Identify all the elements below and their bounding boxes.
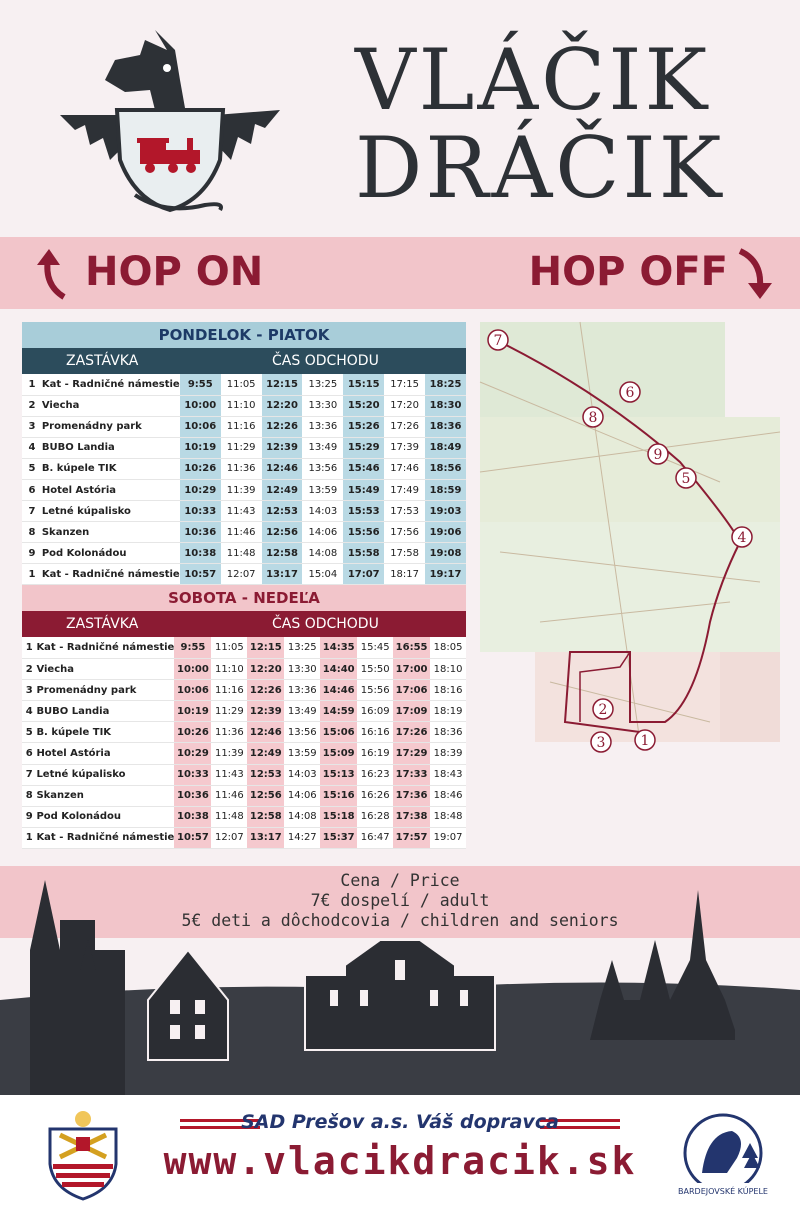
departure-time: 14:06 [284, 785, 320, 806]
departure-time: 11:43 [211, 764, 247, 785]
departure-time: 16:55 [393, 637, 430, 658]
departure-time: 17:38 [393, 806, 430, 827]
map-stop-number: 8 [588, 410, 598, 426]
departure-time: 15:58 [343, 543, 384, 564]
weekend-table [22, 637, 466, 848]
departure-time: 15:26 [343, 416, 384, 437]
stop-number: 1 [22, 637, 36, 658]
departure-time: 13:30 [284, 659, 320, 680]
departure-time: 11:36 [211, 722, 247, 743]
departure-time: 10:38 [180, 543, 221, 564]
departure-time: 10:57 [180, 564, 221, 585]
departure-time: 10:33 [180, 501, 221, 522]
departure-time: 18:30 [425, 395, 466, 416]
town-skyline-silhouette [0, 880, 800, 1100]
table-row [22, 374, 466, 395]
departure-time: 19:17 [425, 564, 466, 585]
stop-column-label: ZASTÁVKA [66, 353, 139, 369]
departure-time: 17:39 [384, 437, 425, 458]
departure-time: 13:56 [302, 458, 343, 479]
stop-number: 8 [22, 522, 42, 543]
table-row [22, 543, 466, 564]
stop-name: B. kúpele TIK [36, 722, 174, 743]
departure-time: 17:58 [384, 543, 425, 564]
departure-time: 11:05 [211, 637, 247, 658]
departure-time: 15:46 [343, 458, 384, 479]
departure-time: 14:06 [302, 522, 343, 543]
departure-time: 16:26 [357, 785, 393, 806]
table-row [22, 479, 466, 500]
stop-name: Letné kúpalisko [36, 764, 174, 785]
footer [0, 1095, 800, 1215]
stop-name: Pod Kolonádou [42, 543, 180, 564]
departure-time: 11:43 [221, 501, 262, 522]
weekday-title: PONDELOK - PIATOK [22, 322, 466, 348]
departure-time: 12:53 [262, 501, 303, 522]
table-row [22, 659, 466, 680]
departure-time: 14:46 [320, 680, 357, 701]
stop-name: Kat - Radničné námestie [36, 637, 174, 658]
departure-time: 15:13 [320, 764, 357, 785]
stop-number: 1 [22, 827, 36, 848]
departure-time: 13:30 [302, 395, 343, 416]
stop-name: BUBO Landia [42, 437, 180, 458]
departure-time: 12:56 [262, 522, 303, 543]
departure-time: 12:15 [262, 374, 303, 395]
stop-number: 2 [22, 395, 42, 416]
table-row [22, 395, 466, 416]
departure-time: 15:37 [320, 827, 357, 848]
departure-time: 17:29 [393, 743, 430, 764]
time-column-label: ČAS ODCHODU [272, 353, 379, 369]
departure-time: 13:17 [247, 827, 284, 848]
stop-name: Kat - Radničné námestie [42, 564, 180, 585]
departure-time: 15:20 [343, 395, 384, 416]
departure-time: 16:28 [357, 806, 393, 827]
departure-time: 12:53 [247, 764, 284, 785]
departure-time: 17:15 [384, 374, 425, 395]
table-row [22, 743, 466, 764]
departure-time: 10:06 [174, 680, 211, 701]
table-row [22, 458, 466, 479]
departure-time: 12:07 [211, 827, 247, 848]
departure-time: 10:26 [174, 722, 211, 743]
departure-time: 17:20 [384, 395, 425, 416]
table-row [22, 501, 466, 522]
departure-time: 11:48 [211, 806, 247, 827]
departure-time: 15:04 [302, 564, 343, 585]
departure-time: 11:46 [221, 522, 262, 543]
departure-time: 15:16 [320, 785, 357, 806]
departure-time: 10:00 [174, 659, 211, 680]
departure-time: 18:49 [425, 437, 466, 458]
map-stop-number: 9 [653, 447, 663, 463]
departure-time: 12:26 [247, 680, 284, 701]
stop-name: Kat - Radničné námestie [42, 374, 180, 395]
weekday-column-header [22, 348, 466, 374]
departure-time: 10:06 [180, 416, 221, 437]
departure-time: 17:26 [384, 416, 425, 437]
table-row [22, 764, 466, 785]
weekend-column-header [22, 611, 466, 637]
departure-time: 18:17 [384, 564, 425, 585]
table-row [22, 806, 466, 827]
departure-time: 12:07 [221, 564, 262, 585]
table-row [22, 827, 466, 848]
departure-time: 17:33 [393, 764, 430, 785]
departure-time: 16:19 [357, 743, 393, 764]
title-line-1: VLÁČIK [355, 31, 711, 129]
departure-time: 13:36 [284, 680, 320, 701]
stop-name: Skanzen [36, 785, 174, 806]
stop-number: 7 [22, 501, 42, 522]
departure-time: 15:09 [320, 743, 357, 764]
departure-time: 13:59 [284, 743, 320, 764]
departure-time: 17:06 [393, 680, 430, 701]
departure-time: 15:06 [320, 722, 357, 743]
departure-time: 11:48 [221, 543, 262, 564]
table-row [22, 722, 466, 743]
departure-time: 18:46 [430, 785, 466, 806]
departure-time: 18:05 [430, 637, 466, 658]
table-row [22, 701, 466, 722]
departure-time: 14:40 [320, 659, 357, 680]
departure-time: 12:20 [262, 395, 303, 416]
stop-number: 3 [22, 416, 42, 437]
timetables [22, 322, 466, 849]
stop-number: 5 [22, 458, 42, 479]
page-title [355, 31, 725, 217]
departure-time: 12:39 [247, 701, 284, 722]
departure-time: 18:43 [430, 764, 466, 785]
departure-time: 13:49 [284, 701, 320, 722]
operator-banner [180, 1111, 620, 1137]
map-stop-number: 5 [681, 471, 691, 487]
stop-name: Kat - Radničné námestie [36, 827, 174, 848]
departure-time: 14:35 [320, 637, 357, 658]
map-stop-number: 6 [625, 385, 635, 401]
departure-time: 14:08 [284, 806, 320, 827]
departure-time: 15:50 [357, 659, 393, 680]
departure-time: 11:16 [221, 416, 262, 437]
departure-time: 17:36 [393, 785, 430, 806]
weekday-table [22, 374, 466, 585]
departure-time: 11:16 [211, 680, 247, 701]
stop-number: 1 [22, 564, 42, 585]
stop-column-label: ZASTÁVKA [66, 616, 139, 633]
departure-time: 9:55 [180, 374, 221, 395]
map-stop-number: 4 [737, 530, 747, 546]
departure-time: 18:36 [430, 722, 466, 743]
departure-time: 15:45 [357, 637, 393, 658]
departure-time: 19:06 [425, 522, 466, 543]
departure-time: 13:49 [302, 437, 343, 458]
departure-time: 13:36 [302, 416, 343, 437]
map-stop-number: 3 [596, 735, 606, 751]
departure-time: 16:16 [357, 722, 393, 743]
departure-time: 14:03 [302, 501, 343, 522]
departure-time: 17:56 [384, 522, 425, 543]
departure-time: 11:46 [211, 785, 247, 806]
departure-time: 19:03 [425, 501, 466, 522]
departure-time: 15:49 [343, 479, 384, 500]
departure-time: 17:00 [393, 659, 430, 680]
bardejovske-kupele-logo-icon [672, 1113, 774, 1199]
departure-time: 12:15 [247, 637, 284, 658]
departure-time: 15:29 [343, 437, 384, 458]
stop-number: 5 [22, 722, 36, 743]
departure-time: 10:36 [174, 785, 211, 806]
departure-time: 12:26 [262, 416, 303, 437]
departure-time: 12:46 [247, 722, 284, 743]
stop-name: Promenádny park [42, 416, 180, 437]
table-row [22, 564, 466, 585]
departure-time: 10:19 [174, 701, 211, 722]
operator-text: SAD Prešov a.s. Váš dopravca [241, 1111, 559, 1133]
departure-time: 10:19 [180, 437, 221, 458]
hop-off-label: HOP OFF [528, 249, 728, 295]
departure-time: 16:47 [357, 827, 393, 848]
departure-time: 12:56 [247, 785, 284, 806]
departure-time: 12:49 [262, 479, 303, 500]
departure-time: 18:39 [430, 743, 466, 764]
departure-time: 11:36 [221, 458, 262, 479]
map-stop-number: 7 [493, 333, 503, 349]
departure-time: 17:26 [393, 722, 430, 743]
stop-name: B. kúpele TIK [42, 458, 180, 479]
departure-time: 12:49 [247, 743, 284, 764]
departure-time: 18:19 [430, 701, 466, 722]
table-row [22, 637, 466, 658]
departure-time: 15:56 [343, 522, 384, 543]
departure-time: 17:53 [384, 501, 425, 522]
departure-time: 16:23 [357, 764, 393, 785]
departure-time: 10:57 [174, 827, 211, 848]
departure-time: 15:18 [320, 806, 357, 827]
price-title: Cena / Price [340, 871, 460, 890]
departure-time: 18:36 [425, 416, 466, 437]
departure-time: 18:10 [430, 659, 466, 680]
stop-name: Viecha [42, 395, 180, 416]
departure-time: 17:09 [393, 701, 430, 722]
departure-time: 10:29 [180, 479, 221, 500]
stop-number: 6 [22, 743, 36, 764]
departure-time: 12:58 [247, 806, 284, 827]
departure-time: 19:08 [425, 543, 466, 564]
departure-time: 14:59 [320, 701, 357, 722]
departure-time: 17:07 [343, 564, 384, 585]
route-map [480, 322, 780, 751]
departure-time: 18:59 [425, 479, 466, 500]
weekend-title: SOBOTA - NEDEĽA [22, 585, 466, 611]
departure-time: 13:25 [284, 637, 320, 658]
departure-time: 12:39 [262, 437, 303, 458]
departure-time: 17:49 [384, 479, 425, 500]
map-stop-number: 2 [598, 702, 608, 718]
stop-number: 9 [22, 806, 36, 827]
table-row [22, 416, 466, 437]
departure-time: 11:39 [221, 479, 262, 500]
table-row [22, 680, 466, 701]
title-line-2: DRÁČIK [355, 119, 725, 217]
departure-time: 16:09 [357, 701, 393, 722]
departure-time: 17:46 [384, 458, 425, 479]
stop-number: 4 [22, 437, 42, 458]
stop-name: Hotel Astória [42, 479, 180, 500]
departure-time: 10:00 [180, 395, 221, 416]
departure-time: 11:10 [221, 395, 262, 416]
departure-time: 11:39 [211, 743, 247, 764]
stop-number: 2 [22, 659, 36, 680]
departure-time: 19:07 [430, 827, 466, 848]
departure-time: 11:05 [221, 374, 262, 395]
departure-time: 10:26 [180, 458, 221, 479]
table-row [22, 785, 466, 806]
stop-name: BUBO Landia [36, 701, 174, 722]
stop-number: 3 [22, 680, 36, 701]
price-children: 5€ deti a dôchodcovia / children and seniors [181, 911, 619, 930]
table-row [22, 437, 466, 458]
stop-name: Promenádny park [36, 680, 174, 701]
header [0, 0, 800, 236]
departure-time: 18:25 [425, 374, 466, 395]
stop-number: 6 [22, 479, 42, 500]
map-stop-number: 1 [640, 733, 650, 749]
departure-time: 10:38 [174, 806, 211, 827]
departure-time: 12:58 [262, 543, 303, 564]
time-column-label: ČAS ODCHODU [272, 616, 379, 633]
departure-time: 17:57 [393, 827, 430, 848]
spa-label: BARDEJOVSKÉ KÚPELE [678, 1187, 768, 1196]
dragon-train-logo-icon [55, 20, 285, 220]
departure-time: 15:15 [343, 374, 384, 395]
departure-time: 11:10 [211, 659, 247, 680]
stop-number: 7 [22, 764, 36, 785]
stop-name: Letné kúpalisko [42, 501, 180, 522]
table-row [22, 522, 466, 543]
departure-time: 14:08 [302, 543, 343, 564]
departure-time: 15:56 [357, 680, 393, 701]
departure-time: 13:25 [302, 374, 343, 395]
stop-number: 1 [22, 374, 42, 395]
departure-time: 12:46 [262, 458, 303, 479]
departure-time: 14:27 [284, 827, 320, 848]
stop-name: Pod Kolonádou [36, 806, 174, 827]
stop-name: Viecha [36, 659, 174, 680]
departure-time: 13:59 [302, 479, 343, 500]
departure-time: 18:16 [430, 680, 466, 701]
departure-time: 10:29 [174, 743, 211, 764]
departure-time: 10:33 [174, 764, 211, 785]
stop-number: 8 [22, 785, 36, 806]
departure-time: 18:56 [425, 458, 466, 479]
departure-time: 11:29 [221, 437, 262, 458]
stop-name: Hotel Astória [36, 743, 174, 764]
hop-bar [0, 237, 800, 309]
curved-arrow-down-icon [730, 247, 776, 301]
stop-name: Skanzen [42, 522, 180, 543]
price-adult: 7€ dospelí / adult [310, 891, 490, 910]
departure-time: 9:55 [174, 637, 211, 658]
departure-time: 10:36 [180, 522, 221, 543]
departure-time: 13:17 [262, 564, 303, 585]
hop-on-label: HOP ON [85, 249, 264, 295]
stop-number: 4 [22, 701, 36, 722]
departure-time: 11:29 [211, 701, 247, 722]
departure-time: 12:20 [247, 659, 284, 680]
website-url: www.vlacikdracik.sk [163, 1139, 637, 1183]
stop-number: 9 [22, 543, 42, 564]
curved-arrow-up-icon [32, 247, 78, 301]
departure-time: 13:56 [284, 722, 320, 743]
departure-time: 14:03 [284, 764, 320, 785]
departure-time: 15:53 [343, 501, 384, 522]
departure-time: 18:48 [430, 806, 466, 827]
